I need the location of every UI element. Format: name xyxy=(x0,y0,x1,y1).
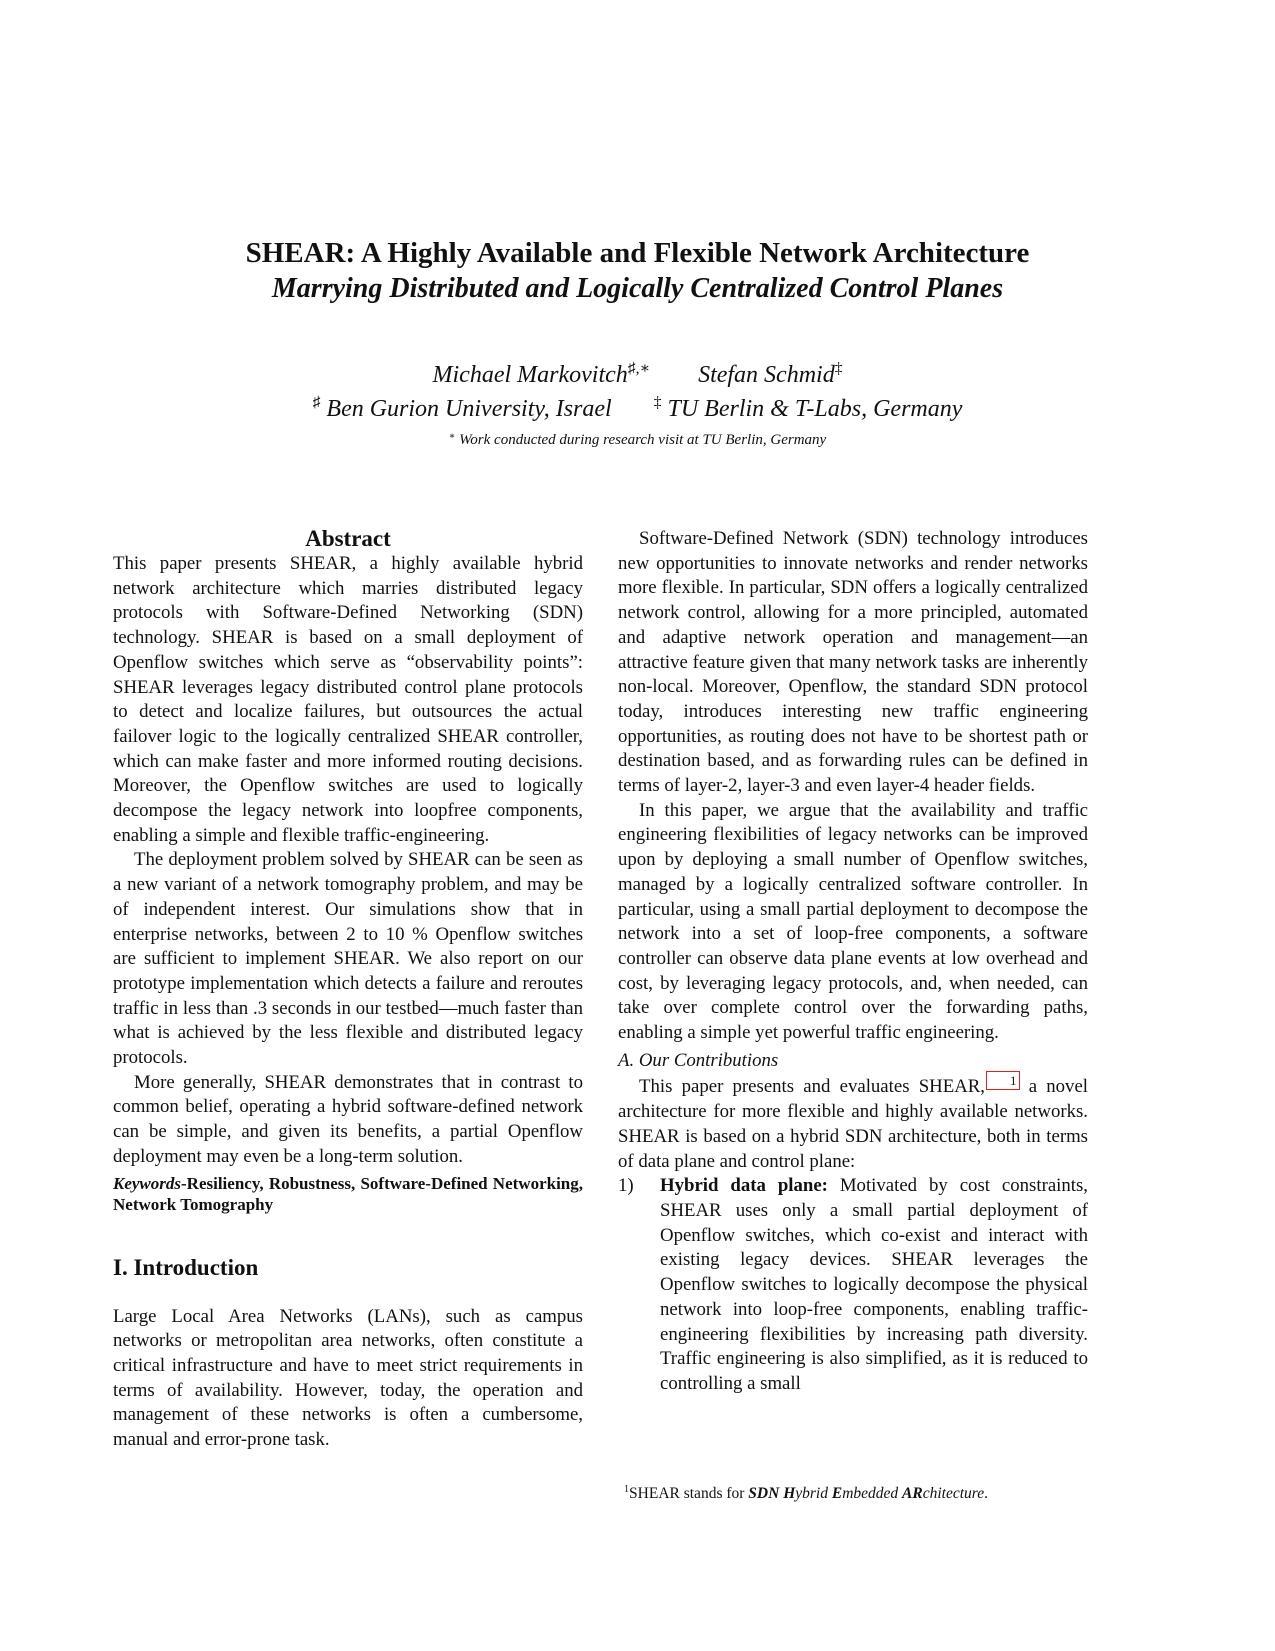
author-name: Michael Markovitch xyxy=(432,362,628,388)
footnote-part: mbedded xyxy=(842,1485,903,1502)
list-item-number: 1) xyxy=(618,1175,634,1197)
contrib-intro-after: a novel architecture for more flexible and highly available networks. SHEAR is based on a hybrid SDN architecture, both in terms of data plane and control plane: xyxy=(618,1076,1089,1172)
footnote xyxy=(624,1484,988,1504)
paper-title: SHEAR: A Highly Available and Flexible Network Architecture xyxy=(245,237,1030,269)
footnote-part: SDN xyxy=(748,1485,784,1502)
footnote-part: ybrid xyxy=(795,1485,832,1502)
author-note-text: Work conducted during research visit at TU Berlin, Germany xyxy=(459,432,827,448)
footnote-suffix: . xyxy=(984,1485,988,1502)
author-note xyxy=(0,430,1275,450)
footnote-expansion xyxy=(748,1485,984,1502)
abstract-paragraph: The deployment problem solved by SHEAR can be seen as a new variant of a network tomography problem, and may be of independent interest. Our simulations show that in enterprise networks, between 2 to 10 % Openflow switches are sufficient to implement SHEAR. We also report on our prototype implementation which detects a failure and reroutes traffic in less than .3 seconds in our testbed—much faster than what is achieved by the less flexible and distributed legacy protocols. xyxy=(113,849,583,1069)
affiliation-list xyxy=(0,394,1275,424)
author-note-mark: ∗ xyxy=(448,430,456,442)
affiliation-mark: ‡ xyxy=(653,394,662,412)
list-item-title: Hybrid data plane: xyxy=(660,1175,828,1197)
intro-paragraph: Large Local Area Networks (LANs), such as campus networks or metropolitan area networks, often constitute a critical infrastructure and have to meet strict requirements in terms of availability. However, today, the operation and management of these networks is often a cumbersome, manual and error-prone task. xyxy=(113,1305,583,1451)
footnote-prefix: SHEAR stands for xyxy=(629,1485,749,1502)
affiliation-name: TU Berlin & T-Labs, Germany xyxy=(667,396,963,422)
contribution-list xyxy=(618,1174,1088,1396)
footnote-part: chitecture xyxy=(922,1485,985,1502)
body-paragraph: In this paper, we argue that the availability and traffic engineering flexibilities of legacy networks can be improved upon by deploying a small number of Openflow switches, managed by a logically centralized software controller. In particular, using a small partial deployment to decompose the network into a set of loop-free components, a software controller can observe data plane events at low overhead and cost, by leveraging legacy protocols, and, when needed, can take over complete control over the forwarding paths, enabling a simple yet powerful traffic engineering. xyxy=(618,799,1088,1044)
abstract-paragraph: More generally, SHEAR demonstrates that in contrast to common belief, operating a hybrid software-defined network can be simple, and given its benefits, a partial Openflow deployment may even be a long-term solution. xyxy=(113,1071,583,1167)
footnote-link[interactable]: 1 xyxy=(986,1071,1020,1090)
keywords-text: -Resiliency, Robustness, Software-Defined Networking, Network Tomography xyxy=(113,1173,583,1214)
paper-subtitle: Marrying Distributed and Logically Centralized Control Planes xyxy=(271,273,1004,304)
left-column xyxy=(113,527,583,1453)
abstract-paragraph: This paper presents SHEAR, a highly available hybrid network architecture which marries distributed legacy protocols with Software-Defined Networking (SDN) technology. SHEAR is based on a small deployment of Openflow switches which serve as “observability points”: SHEAR leverages legacy distributed control plane protocols to detect and localize failures, but outsources the actual failover logic to the logically centralized SHEAR controller, which can make faster and more informed routing decisions. Moreover, the Openflow switches are used to logically decompose the legacy network into loopfree components, enabling a simple and flexible traffic-engineering. xyxy=(113,553,583,846)
contrib-intro-before: This paper presents and evaluates SHEAR, xyxy=(639,1076,985,1098)
subsection-heading: A. Our Contributions xyxy=(618,1049,779,1071)
author-marks: ♯,∗ xyxy=(627,360,651,378)
author-name: Stefan Schmid xyxy=(698,362,835,388)
body-paragraph: Software-Defined Network (SDN) technology introduces new opportunities to innovate networks and render networks more flexible. In particular, SDN offers a logically centralized network control, allowing for a more principled, automated and adaptive network operation and management—an attractive feature given that many network tasks are inherently non-local. Moreover, Openflow, the standard SDN protocol today, introduces interesting new traffic engineering opportunities, as routing does not have to be shortest path or destination based, and as forwarding rules can be defined in terms of layer-2, layer-3 and even layer-4 header fields. xyxy=(618,528,1088,797)
contrib-intro xyxy=(618,1075,1088,1174)
abstract-heading: Abstract xyxy=(305,526,391,551)
author-marks: ‡ xyxy=(834,360,843,378)
keywords xyxy=(113,1173,583,1215)
affiliation-name: Ben Gurion University, Israel xyxy=(326,396,612,422)
list-item xyxy=(618,1174,1088,1396)
affiliation-mark: ♯ xyxy=(312,394,321,412)
keywords-label: Keywords xyxy=(113,1173,181,1193)
section-heading-introduction: I. Introduction xyxy=(113,1254,259,1280)
footnote-part: E xyxy=(831,1485,843,1502)
list-item-text: Motivated by cost constraints, SHEAR uses only a small partial deployment of Openflow switches, which co-exist and interact with existing legacy devices. SHEAR leverages the Openflow switches to logically decompose the physical network into loop-free components, enabling traffic-engineering flexibilities by increasing path diversity. Traffic engineering is also simplified, as it is reduced to controlling a small xyxy=(660,1175,1088,1394)
author-list xyxy=(0,360,1275,390)
footnote-mark: 1 xyxy=(624,1484,630,1496)
footnote-part: AR xyxy=(902,1485,923,1502)
right-column xyxy=(618,527,1088,1397)
footnote-part: H xyxy=(783,1485,796,1502)
